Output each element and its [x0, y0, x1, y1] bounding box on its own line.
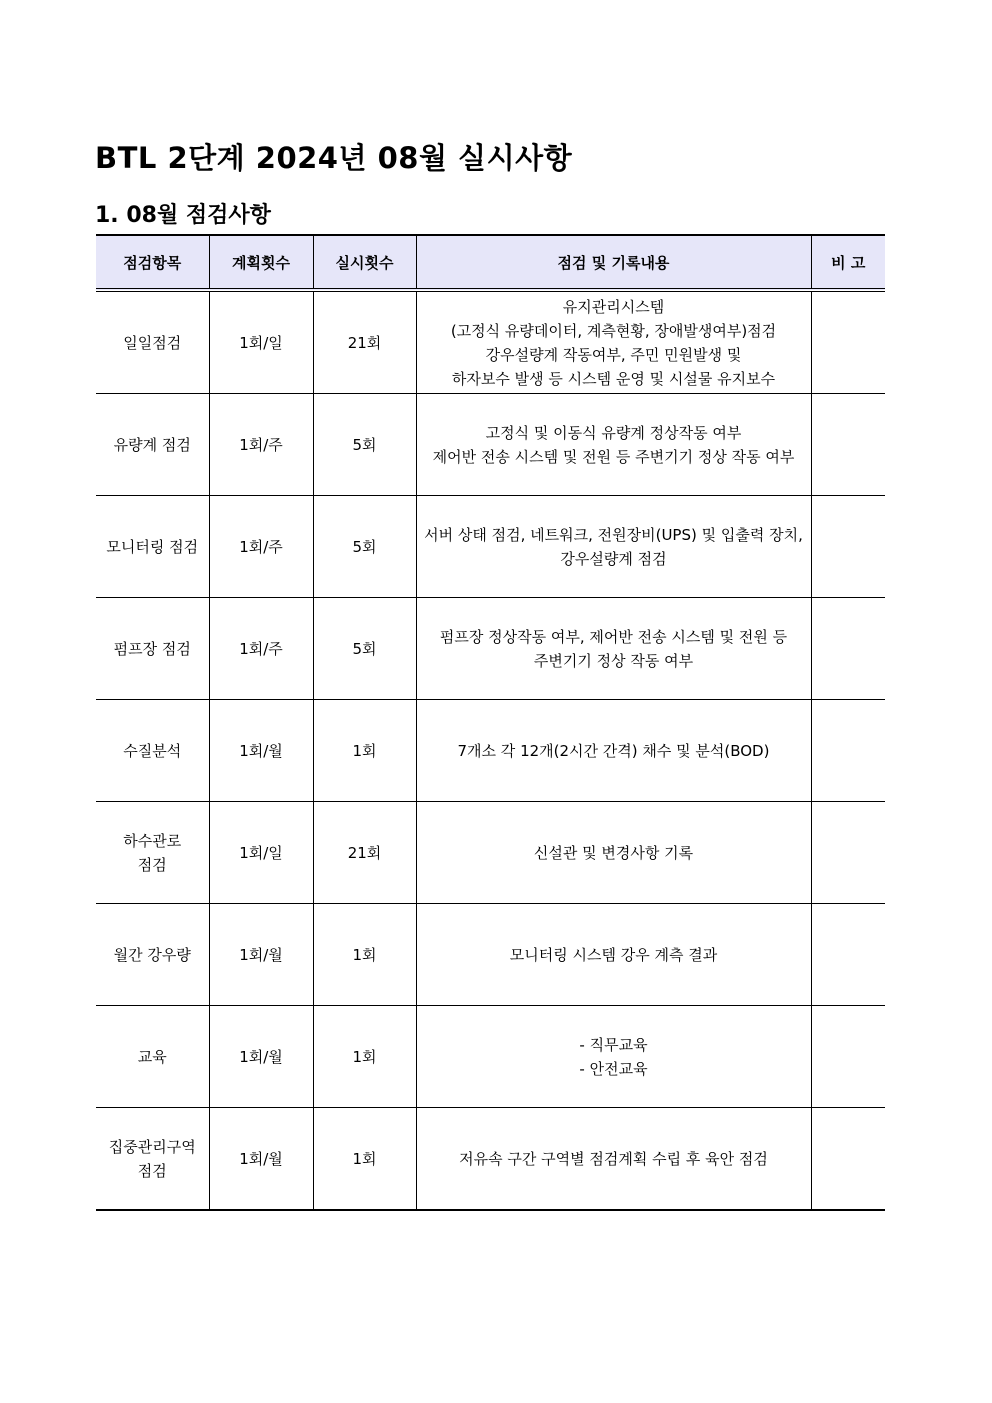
cell-planned: 1회/일 — [209, 802, 313, 904]
content-line: (고정식 유량데이터, 계측현황, 장애발생여부)점검 — [450, 321, 777, 340]
cell-item — [96, 598, 209, 700]
content-line: 주변기기 정상 작동 여부 — [533, 651, 694, 670]
cell-content — [416, 496, 811, 598]
table-header-row — [96, 235, 885, 290]
item-line: 펌프장 점검 — [113, 639, 191, 658]
content-line: 저유속 구간 구역별 점검계획 수립 후 육안 점검 — [459, 1149, 768, 1168]
item-line: 월간 강우량 — [113, 945, 191, 964]
item-line: 모니터링 점검 — [106, 537, 199, 556]
table-row — [96, 394, 885, 496]
cell-item — [96, 1108, 209, 1211]
cell-actual: 21회 — [313, 290, 416, 394]
cell-note — [811, 904, 885, 1006]
cell-item — [96, 1006, 209, 1108]
table-row — [96, 700, 885, 802]
table-row — [96, 1108, 885, 1211]
cell-planned: 1회/주 — [209, 598, 313, 700]
item-line: 교육 — [137, 1047, 167, 1066]
cell-planned: 1회/주 — [209, 394, 313, 496]
cell-content — [416, 700, 811, 802]
cell-note — [811, 802, 885, 904]
item-line: 수질분석 — [123, 741, 182, 760]
cell-actual: 5회 — [313, 598, 416, 700]
cell-planned: 1회/월 — [209, 904, 313, 1006]
cell-note — [811, 394, 885, 496]
document-title: BTL 2단계 2024년 08월 실시사항 — [95, 141, 573, 175]
cell-note — [811, 700, 885, 802]
cell-item — [96, 904, 209, 1006]
cell-planned: 1회/월 — [209, 700, 313, 802]
cell-note — [811, 496, 885, 598]
content-line: 서버 상태 점검, 네트워크, 전원장비(UPS) 및 입출력 장치, — [424, 525, 803, 544]
cell-content — [416, 290, 811, 394]
table-row — [96, 290, 885, 394]
cell-planned: 1회/월 — [209, 1108, 313, 1211]
header-note: 비 고 — [811, 235, 885, 290]
table-row — [96, 598, 885, 700]
table-row — [96, 1006, 885, 1108]
cell-planned: 1회/주 — [209, 496, 313, 598]
content-line: 유지관리시스템 — [562, 297, 665, 316]
content-line: 펌프장 정상작동 여부, 제어반 전송 시스템 및 전원 등 — [439, 627, 788, 646]
content-line: 신설관 및 변경사항 기록 — [533, 843, 694, 862]
section-title: 1. 08월 점검사항 — [95, 203, 271, 228]
cell-content — [416, 802, 811, 904]
cell-note — [811, 290, 885, 394]
content-line: 제어반 전송 시스템 및 전원 등 주변기기 정상 작동 여부 — [432, 447, 795, 466]
table-row — [96, 802, 885, 904]
content-line: - 직무교육 — [579, 1035, 648, 1054]
header-content: 점검 및 기록내용 — [416, 235, 811, 290]
header-actual: 실시횟수 — [313, 235, 416, 290]
header-planned: 계획횟수 — [209, 235, 313, 290]
item-line: 일일점검 — [123, 333, 182, 352]
header-item: 점검항목 — [96, 235, 209, 290]
item-line: 점검 — [137, 855, 167, 874]
cell-actual: 5회 — [313, 394, 416, 496]
cell-item — [96, 496, 209, 598]
item-line: 하수관로 — [123, 831, 182, 850]
cell-actual: 1회 — [313, 1108, 416, 1211]
content-line: 강우설량계 점검 — [560, 549, 667, 568]
content-line: - 안전교육 — [579, 1059, 648, 1078]
cell-note — [811, 1108, 885, 1211]
content-line: 고정식 및 이동식 유량계 정상작동 여부 — [485, 423, 742, 442]
cell-note — [811, 1006, 885, 1108]
cell-actual: 1회 — [313, 1006, 416, 1108]
content-line: 모니터링 시스템 강우 계측 결과 — [509, 945, 718, 964]
item-line: 점검 — [137, 1161, 167, 1180]
cell-item — [96, 290, 209, 394]
cell-planned: 1회/월 — [209, 1006, 313, 1108]
content-line: 강우설량계 작동여부, 주민 민원발생 및 — [485, 345, 742, 364]
content-line: 7개소 각 12개(2시간 간격) 채수 및 분석(BOD) — [457, 741, 770, 760]
cell-content — [416, 904, 811, 1006]
cell-planned: 1회/일 — [209, 290, 313, 394]
table-row — [96, 904, 885, 1006]
cell-item — [96, 700, 209, 802]
cell-content — [416, 1006, 811, 1108]
cell-actual: 1회 — [313, 904, 416, 1006]
cell-content — [416, 394, 811, 496]
cell-actual: 5회 — [313, 496, 416, 598]
inspection-table — [96, 234, 885, 1211]
cell-content — [416, 598, 811, 700]
cell-actual: 21회 — [313, 802, 416, 904]
cell-actual: 1회 — [313, 700, 416, 802]
table-row — [96, 496, 885, 598]
cell-item — [96, 394, 209, 496]
item-line: 집중관리구역 — [108, 1137, 196, 1156]
item-line: 유량계 점검 — [113, 435, 191, 454]
cell-item — [96, 802, 209, 904]
cell-note — [811, 598, 885, 700]
cell-content — [416, 1108, 811, 1211]
content-line: 하자보수 발생 등 시스템 운영 및 시설물 유지보수 — [451, 369, 776, 388]
